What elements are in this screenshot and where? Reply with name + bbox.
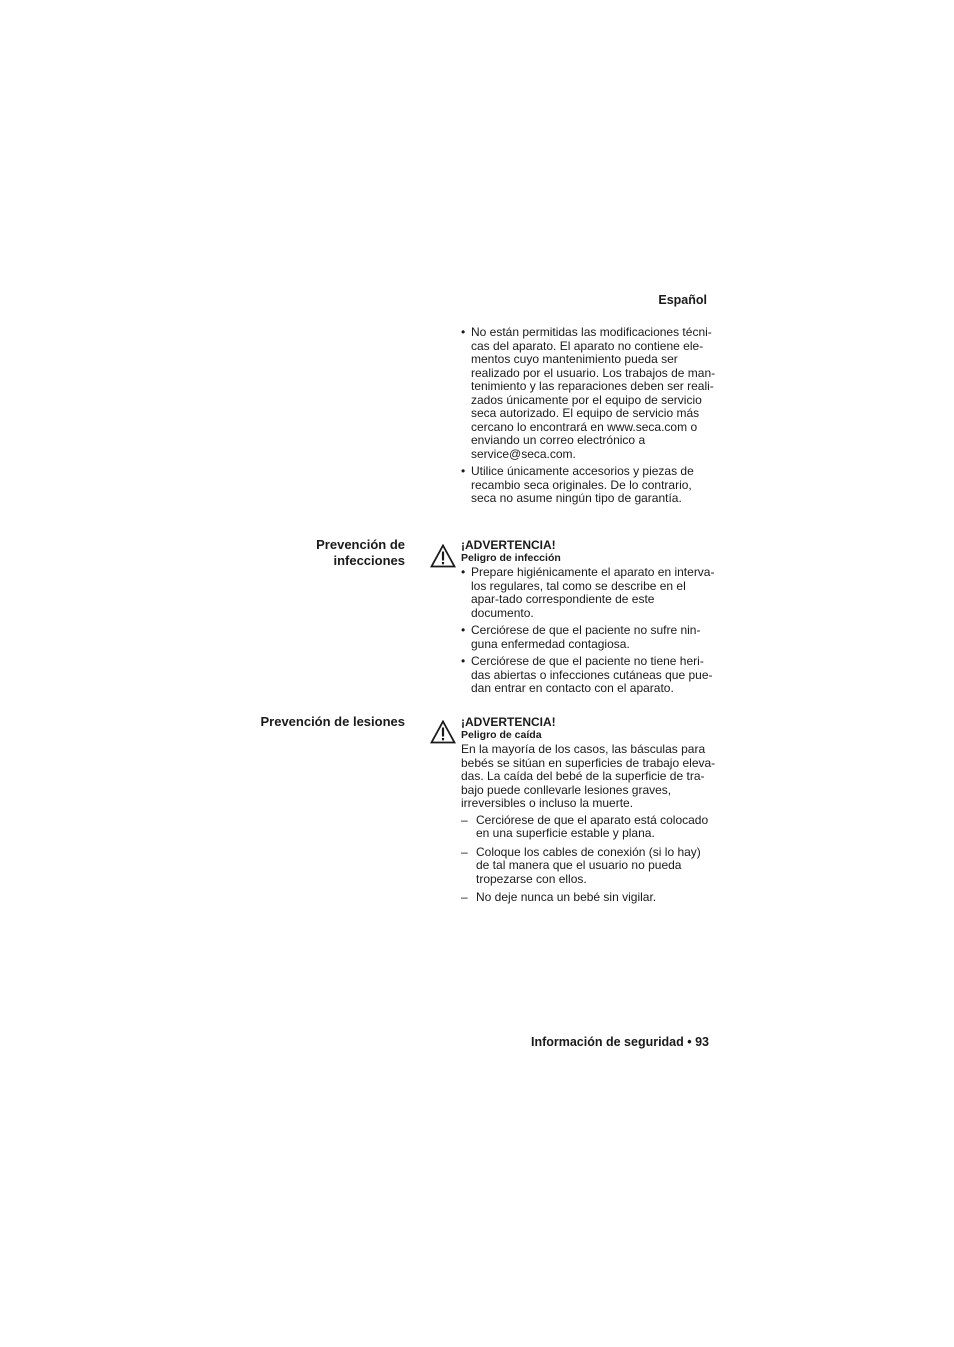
page-footer: Información de seguridad • 93: [530, 1035, 709, 1049]
warning-triangle-icon: [430, 720, 456, 744]
warning-paragraph: En la mayoría de los casos, las básculas para bebés se sitúan en superficies de trabajo eleva-das. La caída del bebé de la superficie de tra-bajo puede conllevarle lesiones graves, irreversibles o incluso la muerte.: [461, 742, 716, 810]
warning-block-infections: [461, 538, 716, 700]
list-item: – Cerciórese de que el aparato está colocado en una superficie estable y plana.: [461, 814, 716, 841]
list-item: • Cerciórese de que el paciente no tiene heri-das abiertas o infecciones cutáneas que pue-dan entrar en contacto con el aparato.: [461, 655, 716, 696]
heading-line: infecciones: [333, 553, 405, 568]
list-item: – Coloque los cables de conexión (si lo hay) de tal manera que el usuario no pueda tropezarse con ellos.: [461, 846, 716, 887]
heading-line: Prevención de: [316, 537, 405, 552]
language-label: Español: [658, 293, 707, 307]
list-item: • Prepare higiénicamente el aparato en interva-los regulares, tal como se describe en el apar-tado correspondiente de este documento.: [461, 566, 716, 620]
list-item: • Utilice únicamente accesorios y piezas de recambio seca originales. De lo contrario, seca no asume ningún tipo de garantía.: [461, 465, 716, 506]
section-heading-injuries: Prevención de lesiones: [260, 714, 405, 729]
list-item: • No están permitidas las modificaciones técni-cas del aparato. El aparato no contiene ele-mentos cuyo mantenimiento pueda ser realizado por el usuario. Los trabajos de man-tenimiento y las reparaciones deben ser reali-zados únicamente por el equipo de servicio seca autorizado. El equipo de servicio más cercano lo encontrará en www.seca.com o enviando un correo electrónico a service@seca.com.: [461, 326, 716, 461]
warning-title: ¡ADVERTENCIA!: [461, 715, 556, 729]
warning-title: ¡ADVERTENCIA!: [461, 538, 556, 552]
list-item: • Cerciórese de que el paciente no sufre nin-guna enfermedad contagiosa.: [461, 624, 716, 651]
intro-bullet-list: [461, 326, 716, 510]
warning-triangle-icon: [430, 544, 456, 568]
warning-subtitle: Peligro de caída: [461, 729, 542, 741]
list-item: – No deje nunca un bebé sin vigilar.: [461, 891, 716, 905]
warning-subtitle: Peligro de infección: [461, 552, 561, 564]
warning-block-injuries: [461, 715, 716, 910]
section-heading-infections: [205, 537, 405, 569]
